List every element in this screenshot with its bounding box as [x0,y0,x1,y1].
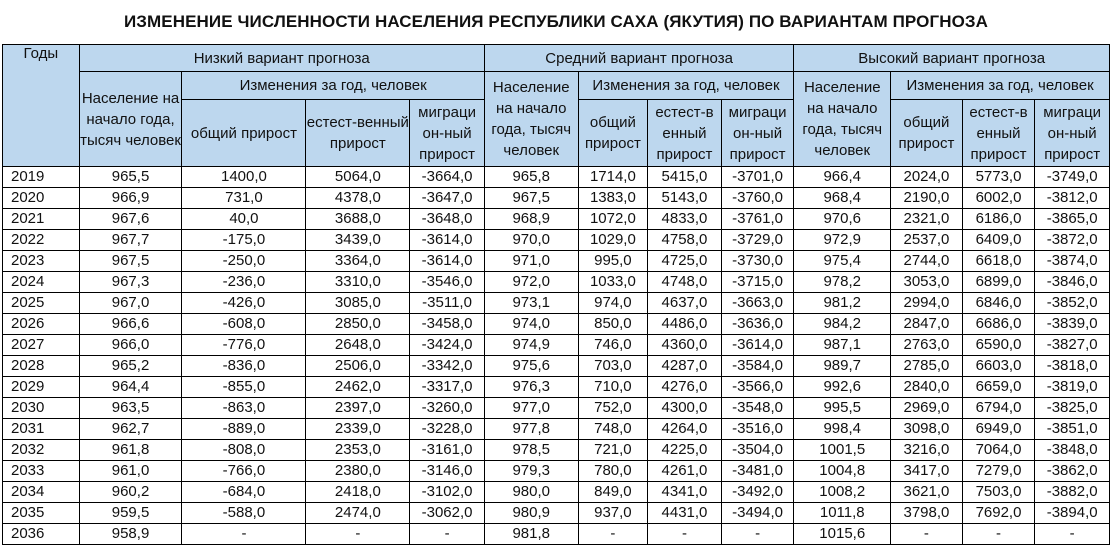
table-row [3,524,1110,545]
cell-year: 2026 [3,314,80,335]
cell-migration-growth-high: -3812,0 [1035,188,1110,209]
population-header-high: Население на начало года, тысяч человек [794,72,891,167]
cell-natural-growth-mid: 5143,0 [648,188,722,209]
cell-total-growth-low: -684,0 [182,482,306,503]
table-row [3,356,1110,377]
cell-total-growth-mid: 1383,0 [578,188,648,209]
natural-growth-header-low: естест-венный прирост [306,100,410,167]
cell-total-growth-low: -776,0 [182,335,306,356]
cell-migration-growth-low: -3511,0 [410,293,485,314]
migration-growth-header-low: миграци он-ный прирост [410,100,485,167]
cell-natural-growth-mid: - [648,524,722,545]
cell-migration-growth-low: -3648,0 [410,209,485,230]
cell-natural-growth-low: 2462,0 [306,377,410,398]
cell-migration-growth-mid: -3636,0 [721,314,794,335]
cell-population-mid: 977,8 [484,419,578,440]
cell-natural-growth-low: 2418,0 [306,482,410,503]
cell-migration-growth-high: -3818,0 [1035,356,1110,377]
table-row [3,230,1110,251]
cell-population-low: 960,2 [79,482,182,503]
cell-population-high: 966,4 [794,167,891,188]
cell-year: 2029 [3,377,80,398]
cell-population-mid: 975,6 [484,356,578,377]
cell-migration-growth-low: -3546,0 [410,272,485,293]
cell-natural-growth-mid: 4833,0 [648,209,722,230]
cell-total-growth-low: -766,0 [182,461,306,482]
cell-population-high: 1011,8 [794,503,891,524]
cell-total-growth-high: 2190,0 [891,188,963,209]
cell-total-growth-mid: 748,0 [578,419,648,440]
cell-population-high: 968,4 [794,188,891,209]
cell-natural-growth-high: 7064,0 [962,440,1035,461]
cell-population-high: 975,4 [794,251,891,272]
cell-natural-growth-high: 6618,0 [962,251,1035,272]
cell-total-growth-low: 40,0 [182,209,306,230]
cell-migration-growth-mid: -3715,0 [721,272,794,293]
cell-migration-growth-high: -3825,0 [1035,398,1110,419]
cell-natural-growth-high: 6899,0 [962,272,1035,293]
cell-migration-growth-high: -3894,0 [1035,503,1110,524]
cell-natural-growth-high: 6002,0 [962,188,1035,209]
cell-natural-growth-mid: 4758,0 [648,230,722,251]
cell-natural-growth-high: 7503,0 [962,482,1035,503]
cell-migration-growth-mid: -3481,0 [721,461,794,482]
cell-total-growth-high: 3417,0 [891,461,963,482]
cell-population-mid: 981,8 [484,524,578,545]
cell-migration-growth-high: -3852,0 [1035,293,1110,314]
cell-population-high: 992,6 [794,377,891,398]
cell-natural-growth-low: 2353,0 [306,440,410,461]
natural-growth-header-high: естест-в енный прирост [962,100,1035,167]
cell-total-growth-high: 2994,0 [891,293,963,314]
changes-header-high: Изменения за год, человек [891,72,1110,100]
table-row [3,314,1110,335]
cell-natural-growth-high: 6846,0 [962,293,1035,314]
cell-year: 2020 [3,188,80,209]
cell-natural-growth-low: 3085,0 [306,293,410,314]
cell-population-low: 964,4 [79,377,182,398]
cell-total-growth-mid: 1029,0 [578,230,648,251]
cell-migration-growth-low: -3228,0 [410,419,485,440]
total-growth-header-high: общий прирост [891,100,963,167]
cell-population-low: 967,6 [79,209,182,230]
cell-natural-growth-high: 6949,0 [962,419,1035,440]
cell-migration-growth-high: -3839,0 [1035,314,1110,335]
cell-year: 2036 [3,524,80,545]
cell-natural-growth-mid: 4725,0 [648,251,722,272]
cell-natural-growth-mid: 4341,0 [648,482,722,503]
cell-year: 2035 [3,503,80,524]
cell-year: 2034 [3,482,80,503]
cell-natural-growth-mid: 5415,0 [648,167,722,188]
cell-migration-growth-mid: -3614,0 [721,335,794,356]
cell-population-mid: 976,3 [484,377,578,398]
cell-population-mid: 967,5 [484,188,578,209]
changes-header-low: Изменения за год, человек [182,72,484,100]
cell-natural-growth-mid: 4486,0 [648,314,722,335]
table-row [3,419,1110,440]
cell-population-high: 981,2 [794,293,891,314]
cell-population-low: 961,8 [79,440,182,461]
cell-total-growth-high: 2763,0 [891,335,963,356]
cell-population-mid: 974,0 [484,314,578,335]
cell-natural-growth-low: 3310,0 [306,272,410,293]
cell-natural-growth-high: 6603,0 [962,356,1035,377]
cell-migration-growth-mid: -3504,0 [721,440,794,461]
cell-migration-growth-high: - [1035,524,1110,545]
cell-total-growth-mid: 995,0 [578,251,648,272]
migration-growth-header-mid: миграци он-ный прирост [721,100,794,167]
cell-total-growth-low: -889,0 [182,419,306,440]
cell-total-growth-mid: 849,0 [578,482,648,503]
cell-migration-growth-mid: -3760,0 [721,188,794,209]
cell-population-high: 989,7 [794,356,891,377]
cell-migration-growth-mid: -3494,0 [721,503,794,524]
cell-natural-growth-high: - [962,524,1035,545]
cell-population-low: 962,7 [79,419,182,440]
total-growth-header-low: общий прирост [182,100,306,167]
cell-total-growth-high: 2321,0 [891,209,963,230]
cell-total-growth-mid: 752,0 [578,398,648,419]
cell-natural-growth-low: 5064,0 [306,167,410,188]
cell-population-low: 965,2 [79,356,182,377]
cell-migration-growth-low: -3424,0 [410,335,485,356]
cell-population-high: 1001,5 [794,440,891,461]
cell-natural-growth-high: 6794,0 [962,398,1035,419]
cell-natural-growth-low: 2339,0 [306,419,410,440]
cell-population-low: 963,5 [79,398,182,419]
cell-migration-growth-high: -3827,0 [1035,335,1110,356]
cell-population-low: 966,9 [79,188,182,209]
cell-natural-growth-mid: 4360,0 [648,335,722,356]
cell-natural-growth-high: 5773,0 [962,167,1035,188]
cell-population-low: 967,3 [79,272,182,293]
cell-total-growth-high: 2969,0 [891,398,963,419]
cell-migration-growth-mid: -3584,0 [721,356,794,377]
cell-total-growth-low: -608,0 [182,314,306,335]
cell-migration-growth-mid: -3663,0 [721,293,794,314]
cell-year: 2021 [3,209,80,230]
cell-total-growth-high: 2024,0 [891,167,963,188]
cell-total-growth-mid: 780,0 [578,461,648,482]
cell-natural-growth-high: 6590,0 [962,335,1035,356]
high-variant-header: Высокий вариант прогноза [794,45,1110,72]
cell-total-growth-high: - [891,524,963,545]
cell-total-growth-mid: 1033,0 [578,272,648,293]
cell-total-growth-low: -250,0 [182,251,306,272]
cell-population-high: 987,1 [794,335,891,356]
cell-migration-growth-high: -3819,0 [1035,377,1110,398]
cell-total-growth-low: 731,0 [182,188,306,209]
cell-year: 2025 [3,293,80,314]
total-growth-header-mid: общий прирост [578,100,648,167]
changes-header-mid: Изменения за год, человек [578,72,794,100]
cell-migration-growth-low: -3647,0 [410,188,485,209]
cell-migration-growth-low: - [410,524,485,545]
cell-population-low: 959,5 [79,503,182,524]
cell-migration-growth-high: -3846,0 [1035,272,1110,293]
cell-population-mid: 970,0 [484,230,578,251]
cell-total-growth-high: 2785,0 [891,356,963,377]
cell-natural-growth-mid: 4261,0 [648,461,722,482]
cell-population-high: 978,2 [794,272,891,293]
cell-population-high: 970,6 [794,209,891,230]
cell-migration-growth-low: -3342,0 [410,356,485,377]
table-row [3,293,1110,314]
table-row [3,167,1110,188]
cell-natural-growth-mid: 4264,0 [648,419,722,440]
cell-year: 2023 [3,251,80,272]
cell-migration-growth-mid: -3701,0 [721,167,794,188]
cell-natural-growth-mid: 4276,0 [648,377,722,398]
cell-population-mid: 977,0 [484,398,578,419]
low-variant-header: Низкий вариант прогноза [79,45,484,72]
cell-total-growth-mid: 974,0 [578,293,648,314]
mid-variant-header: Средний вариант прогноза [484,45,794,72]
cell-natural-growth-low: 2648,0 [306,335,410,356]
cell-natural-growth-high: 7692,0 [962,503,1035,524]
cell-natural-growth-mid: 4431,0 [648,503,722,524]
cell-natural-growth-high: 6686,0 [962,314,1035,335]
cell-total-growth-low: 1400,0 [182,167,306,188]
table-row [3,503,1110,524]
cell-total-growth-high: 3053,0 [891,272,963,293]
table-row [3,482,1110,503]
cell-natural-growth-high: 7279,0 [962,461,1035,482]
cell-migration-growth-high: -3862,0 [1035,461,1110,482]
table-row [3,461,1110,482]
cell-population-low: 958,9 [79,524,182,545]
cell-total-growth-high: 3098,0 [891,419,963,440]
cell-total-growth-low: -836,0 [182,356,306,377]
cell-total-growth-mid: - [578,524,648,545]
cell-population-mid: 974,9 [484,335,578,356]
cell-total-growth-high: 2840,0 [891,377,963,398]
cell-total-growth-high: 2744,0 [891,251,963,272]
cell-population-mid: 968,9 [484,209,578,230]
cell-migration-growth-low: -3317,0 [410,377,485,398]
table-row [3,272,1110,293]
cell-total-growth-low: -855,0 [182,377,306,398]
cell-total-growth-high: 2847,0 [891,314,963,335]
cell-migration-growth-high: -3848,0 [1035,440,1110,461]
cell-population-low: 966,0 [79,335,182,356]
cell-migration-growth-low: -3664,0 [410,167,485,188]
cell-population-mid: 972,0 [484,272,578,293]
cell-total-growth-low: -588,0 [182,503,306,524]
cell-total-growth-high: 3621,0 [891,482,963,503]
table-body [3,167,1110,545]
cell-natural-growth-low: 3688,0 [306,209,410,230]
years-header: Годы [3,45,80,167]
cell-migration-growth-mid: -3729,0 [721,230,794,251]
cell-population-high: 998,4 [794,419,891,440]
cell-total-growth-low: -175,0 [182,230,306,251]
population-header-mid: Население на начало года, тысяч человек [484,72,578,167]
cell-migration-growth-mid: -3548,0 [721,398,794,419]
population-header-low: Население на начало года, тысяч человек [79,72,182,167]
cell-total-growth-low: -236,0 [182,272,306,293]
cell-population-high: 995,5 [794,398,891,419]
cell-total-growth-mid: 1714,0 [578,167,648,188]
table-row [3,188,1110,209]
cell-population-mid: 980,0 [484,482,578,503]
cell-population-mid: 971,0 [484,251,578,272]
cell-natural-growth-low: 3439,0 [306,230,410,251]
cell-year: 2030 [3,398,80,419]
cell-natural-growth-high: 6186,0 [962,209,1035,230]
cell-natural-growth-low: 2850,0 [306,314,410,335]
cell-migration-growth-low: -3458,0 [410,314,485,335]
cell-migration-growth-mid: -3730,0 [721,251,794,272]
cell-natural-growth-mid: 4287,0 [648,356,722,377]
cell-migration-growth-high: -3851,0 [1035,419,1110,440]
migration-growth-header-high: миграци он-ный прирост [1035,100,1110,167]
cell-year: 2033 [3,461,80,482]
cell-natural-growth-high: 6409,0 [962,230,1035,251]
cell-total-growth-mid: 1072,0 [578,209,648,230]
cell-total-growth-low: - [182,524,306,545]
cell-migration-growth-high: -3749,0 [1035,167,1110,188]
cell-total-growth-low: -808,0 [182,440,306,461]
cell-population-low: 967,0 [79,293,182,314]
cell-natural-growth-mid: 4225,0 [648,440,722,461]
cell-migration-growth-mid: -3492,0 [721,482,794,503]
cell-total-growth-mid: 710,0 [578,377,648,398]
cell-population-low: 967,5 [79,251,182,272]
table-row [3,440,1110,461]
cell-year: 2019 [3,167,80,188]
cell-total-growth-mid: 850,0 [578,314,648,335]
cell-total-growth-mid: 721,0 [578,440,648,461]
cell-population-mid: 980,9 [484,503,578,524]
cell-migration-growth-high: -3865,0 [1035,209,1110,230]
cell-population-mid: 973,1 [484,293,578,314]
cell-year: 2032 [3,440,80,461]
cell-population-low: 966,6 [79,314,182,335]
cell-year: 2027 [3,335,80,356]
cell-migration-growth-low: -3614,0 [410,251,485,272]
cell-migration-growth-mid: -3761,0 [721,209,794,230]
cell-migration-growth-low: -3260,0 [410,398,485,419]
cell-migration-growth-high: -3872,0 [1035,230,1110,251]
cell-natural-growth-mid: 4637,0 [648,293,722,314]
cell-migration-growth-low: -3062,0 [410,503,485,524]
cell-population-mid: 978,5 [484,440,578,461]
cell-natural-growth-high: 6659,0 [962,377,1035,398]
table-title: ИЗМЕНЕНИЕ ЧИСЛЕННОСТИ НАСЕЛЕНИЯ РЕСПУБЛИКИ САХА (ЯКУТИЯ) ПО ВАРИАНТАМ ПРОГНОЗА [123,12,989,31]
natural-growth-header-mid: естест-в енный прирост [648,100,722,167]
cell-population-low: 965,5 [79,167,182,188]
cell-natural-growth-mid: 4748,0 [648,272,722,293]
cell-migration-growth-high: -3882,0 [1035,482,1110,503]
cell-total-growth-high: 2537,0 [891,230,963,251]
cell-total-growth-mid: 703,0 [578,356,648,377]
table-row [3,209,1110,230]
cell-natural-growth-low: - [306,524,410,545]
table-row [3,251,1110,272]
cell-total-growth-mid: 746,0 [578,335,648,356]
cell-natural-growth-low: 2397,0 [306,398,410,419]
cell-population-high: 972,9 [794,230,891,251]
cell-natural-growth-low: 2474,0 [306,503,410,524]
cell-total-growth-mid: 937,0 [578,503,648,524]
table-row [3,335,1110,356]
cell-natural-growth-low: 2506,0 [306,356,410,377]
table-row [3,377,1110,398]
cell-migration-growth-low: -3146,0 [410,461,485,482]
cell-migration-growth-low: -3161,0 [410,440,485,461]
cell-year: 2024 [3,272,80,293]
cell-migration-growth-low: -3102,0 [410,482,485,503]
cell-migration-growth-mid: -3516,0 [721,419,794,440]
cell-natural-growth-low: 3364,0 [306,251,410,272]
cell-population-low: 961,0 [79,461,182,482]
cell-natural-growth-mid: 4300,0 [648,398,722,419]
cell-migration-growth-high: -3874,0 [1035,251,1110,272]
cell-natural-growth-low: 2380,0 [306,461,410,482]
cell-population-low: 967,7 [79,230,182,251]
cell-migration-growth-low: -3614,0 [410,230,485,251]
cell-population-high: 1004,8 [794,461,891,482]
cell-population-high: 984,2 [794,314,891,335]
cell-population-mid: 965,8 [484,167,578,188]
cell-year: 2022 [3,230,80,251]
cell-population-high: 1008,2 [794,482,891,503]
cell-total-growth-low: -426,0 [182,293,306,314]
population-forecast-table [2,44,1110,545]
cell-migration-growth-mid: -3566,0 [721,377,794,398]
cell-year: 2031 [3,419,80,440]
cell-total-growth-low: -863,0 [182,398,306,419]
cell-population-high: 1015,6 [794,524,891,545]
cell-total-growth-high: 3216,0 [891,440,963,461]
cell-total-growth-high: 3798,0 [891,503,963,524]
table-row [3,398,1110,419]
cell-natural-growth-low: 4378,0 [306,188,410,209]
cell-year: 2028 [3,356,80,377]
cell-population-mid: 979,3 [484,461,578,482]
cell-migration-growth-mid: - [721,524,794,545]
